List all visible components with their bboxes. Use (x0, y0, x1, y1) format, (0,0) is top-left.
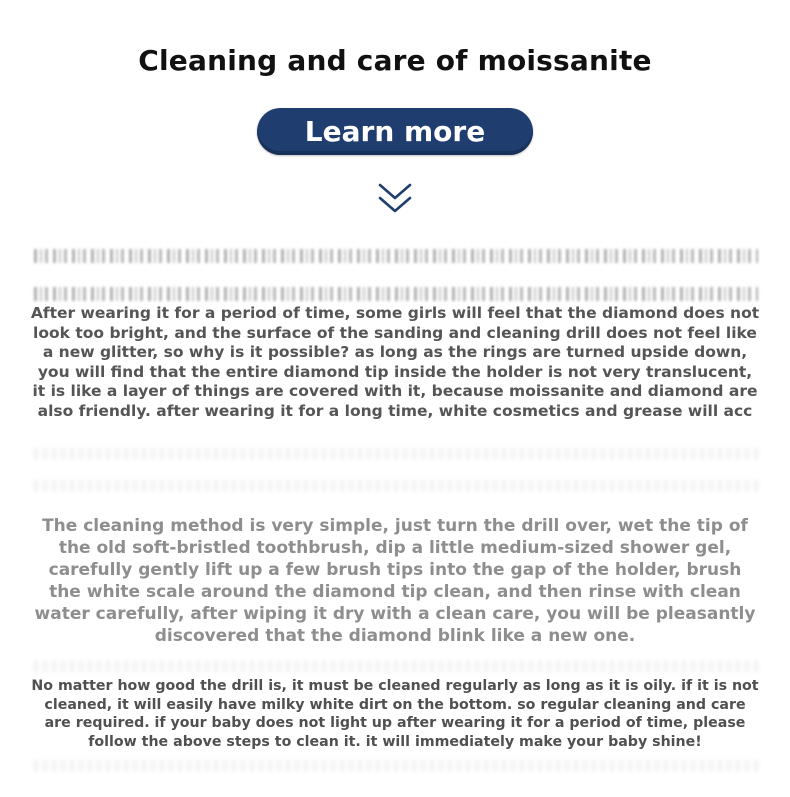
blurred-text-row (34, 448, 758, 460)
care-paragraph-1: After wearing it for a period of time, some girls will feel that the diamond does not look too bright, and the surface of the sanding and cleaning drill does not feel like a new glitter, so why is it possible? as long as the rings are turned upside down, you will find that the entire diamond tip inside the holder is not very translucent, it is like a layer of things are covered with it, because moissanite and diamond are also friendly. after wearing it for a long time, white cosmetics and grease will acc (30, 304, 760, 420)
regular-cleaning-paragraph: No matter how good the drill is, it must be cleaned regularly as long as it is oily. if it is not cleaned, it will easily have milky white dirt on the bottom. so regular cleaning and care are required. if your baby does not light up after wearing it for a period of time, please follow the above steps to clean it. it will immediately make your baby shine! (31, 678, 759, 750)
blurred-text-row (34, 480, 758, 492)
double-chevron-down-icon[interactable] (376, 180, 414, 218)
blurred-text-row (34, 249, 758, 263)
blurred-text-row (34, 660, 758, 672)
learn-more-button[interactable]: Learn more (257, 108, 533, 155)
page-title: Cleaning and care of moissanite (138, 44, 652, 77)
cleaning-method-paragraph: The cleaning method is very simple, just turn the drill over, wet the tip of the old soft-bristled toothbrush, dip a little medium-sized shower gel, carefully gently lift up a few brush tips into the gap of the holder, brush the white scale around the diamond tip clean, and then rinse with clean water carefully, after wiping it dry with a clean care, you will be pleasantly discovered that the diamond blink like a new one. (34, 516, 756, 646)
blurred-text-row (34, 760, 758, 772)
blurred-text-row (34, 287, 758, 301)
